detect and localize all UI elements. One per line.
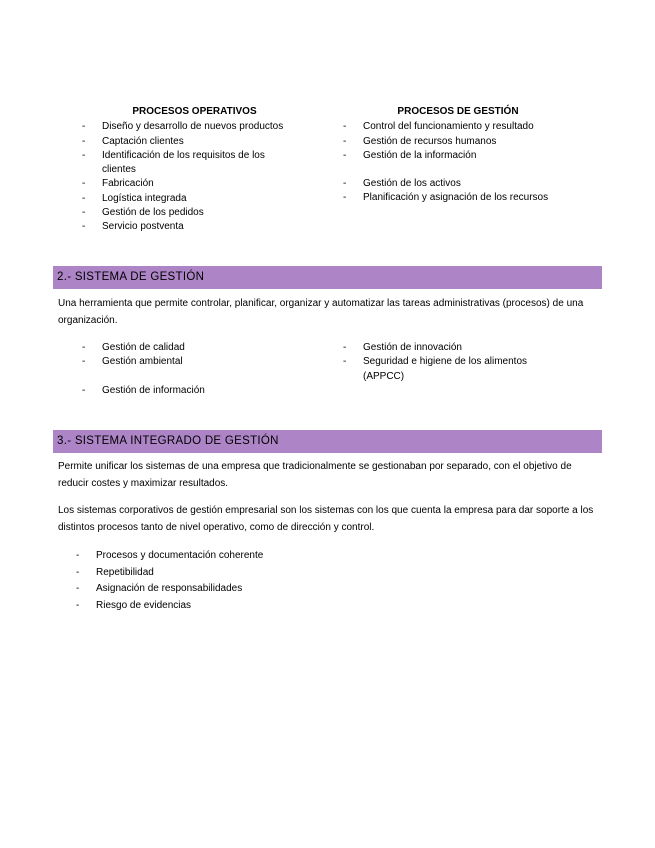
section-2-paragraph: Una herramienta que permite controlar, planificar, organizar y automatizar las tareas administrativas (procesos) de una organización.: [58, 298, 584, 326]
list-item: - Repetibilidad: [76, 565, 376, 582]
section-3-paragraph-2: Los sistemas corporativos de gestión empresarial son los sistemas con los que cuenta la empresa para dar soporte a los distintos procesos tanto de nivel operativo, como de dirección y control.: [58, 505, 594, 533]
list-item: - Diseño y desarrollo de nuevos productos: [82, 120, 307, 134]
list-item: - Gestión de recursos humanos: [343, 135, 573, 149]
management-processes-column: [343, 105, 573, 206]
management-processes-heading: PROCESOS DE GESTIÓN: [397, 106, 519, 117]
list-item: - Gestión de la información: [343, 149, 573, 163]
list-item: - Procesos y documentación coherente: [76, 548, 376, 565]
section-2-right-list: [343, 341, 553, 384]
list-item: - Gestión de innovación: [343, 341, 553, 355]
list-item: - Identificación de los requisitos de los clientes: [82, 149, 287, 178]
list-item: - Fabricación: [82, 177, 307, 191]
list-item: - Gestión de los activos: [343, 177, 573, 191]
section-2-header: 2.- SISTEMA DE GESTIÓN: [53, 266, 602, 289]
list-item: - Riesgo de evidencias: [76, 598, 376, 615]
list-item: - Captación clientes: [82, 135, 307, 149]
management-processes-list: [343, 120, 573, 205]
list-item: - Asignación de responsabilidades: [76, 581, 376, 598]
operational-processes-heading: PROCESOS OPERATIVOS: [132, 106, 257, 117]
operational-processes-list: [82, 120, 307, 234]
section-2-left-list: [82, 341, 312, 398]
section-3-list: [76, 548, 376, 614]
section-3-paragraph-1: Permite unificar los sistemas de una empresa que tradicionalmente se gestionaban por separado, con el objetivo de reducir costes y maximizar resultados.: [58, 461, 572, 489]
list-item: - Logística integrada: [82, 192, 307, 206]
list-item: - Planificación y asignación de los recursos: [343, 191, 573, 205]
list-item: - Gestión de calidad: [82, 341, 312, 355]
list-item: - Gestión ambiental: [82, 355, 312, 369]
list-item: - Servicio postventa: [82, 220, 307, 234]
operational-processes-column: [82, 105, 307, 235]
list-item: - Control del funcionamiento y resultado: [343, 120, 573, 134]
list-item: - Seguridad e higiene de los alimentos (APPCC): [343, 355, 553, 384]
list-item: - Gestión de información: [82, 384, 312, 398]
list-item: - Gestión de los pedidos: [82, 206, 307, 220]
section-3-header: 3.- SISTEMA INTEGRADO DE GESTIÓN: [53, 430, 602, 453]
